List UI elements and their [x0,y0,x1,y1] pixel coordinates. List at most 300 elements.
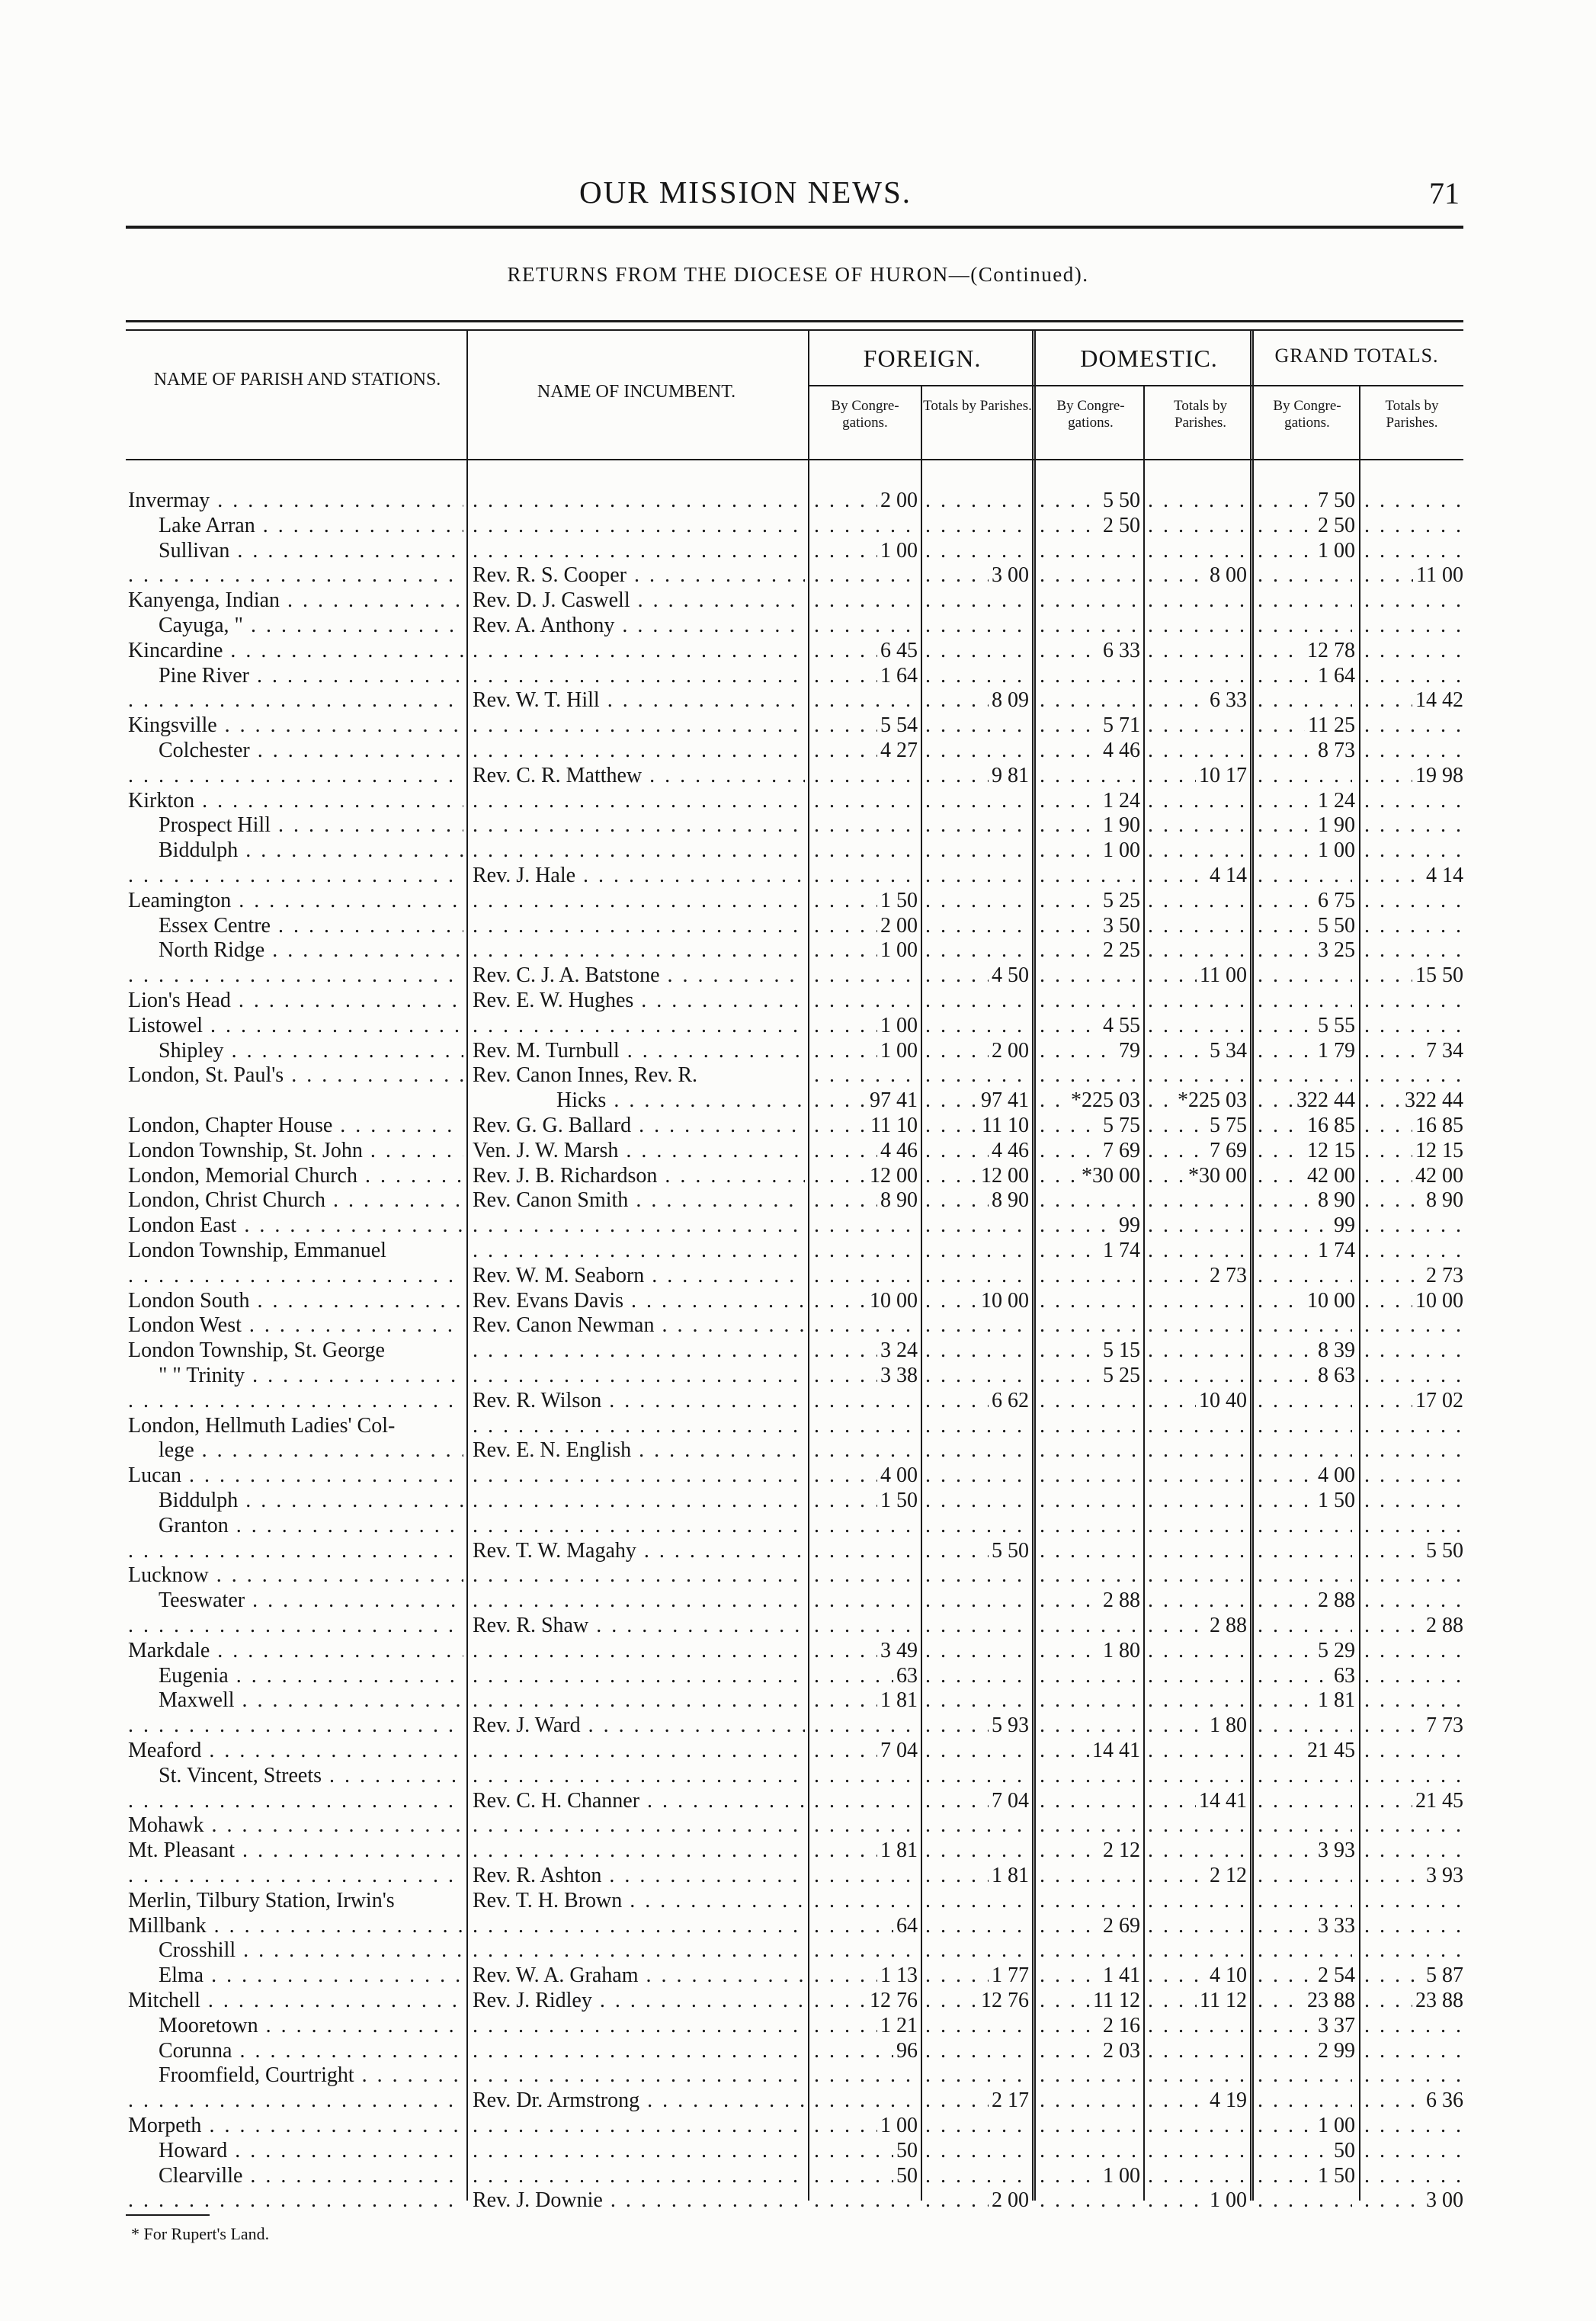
foreign-by-congregations-cell [814,1438,918,1463]
parish-name: Cayuga, " [159,614,243,637]
amount-value [915,1938,918,1963]
grand-by-congregations-cell [1258,488,1355,513]
parish-name: Listowel [128,1013,203,1037]
amount-value: . . . 7 04 [880,1739,918,1762]
incumbent-name: Rev. W. M. Seaborn [473,1263,645,1287]
domestic-by-parishes-cell [1148,1413,1247,1438]
foreign-by-parishes-cell [925,963,1029,988]
amount-value [1352,963,1355,988]
incumbent-name-cell [473,1463,805,1488]
domestic-by-congregations-cell [1040,1938,1140,1963]
parish-name-cell [159,1663,463,1688]
domestic-by-congregations-cell [1040,738,1140,763]
amount-value [1026,1613,1029,1638]
amount-value: . . . 15 50 [1415,963,1463,988]
grand-by-parishes-cell [1364,1363,1463,1388]
amount-value [1352,2063,1355,2088]
grand-by-parishes-cell [1364,1138,1463,1163]
domestic-by-parishes-cell [1148,938,1247,963]
parish-name: Essex Centre [159,913,271,938]
domestic-by-parishes-cell [1148,563,1247,588]
incumbent-name: Rev. W. T. Hill [473,688,600,713]
parish-name: London, Memorial Church [128,1163,357,1188]
amount-value [1244,1338,1247,1363]
domestic-by-congregations-cell [1040,588,1140,613]
amount-value: . . . 3 25 [1318,938,1355,963]
foreign-by-parishes-cell [925,1963,1029,1988]
amount-value [1137,1613,1140,1638]
domestic-by-parishes-cell [1148,1188,1247,1213]
amount-value [1244,1438,1247,1463]
domestic-by-congregations-cell [1040,988,1140,1013]
domestic-by-congregations-cell [1040,1463,1140,1488]
foreign-by-parishes-cell [925,2138,1029,2163]
amount-value [915,813,918,838]
amount-value: . . . 11 12 [1200,1989,1247,2012]
parish-name: Biddulph [159,838,239,863]
table-row [0,588,1596,613]
grand-by-parishes-cell [1364,1163,1463,1188]
amount-value [1352,1513,1355,1538]
amount-value [1026,988,1029,1013]
foreign-by-parishes-cell [925,638,1029,663]
parish-name-cell [159,838,463,863]
amount-value [1352,1388,1355,1413]
parish-name-cell [159,913,463,938]
amount-value [1244,1563,1247,1588]
domestic-by-parishes-cell [1148,1688,1247,1713]
amount-value [1244,713,1247,738]
incumbent-name: Hicks [556,1088,607,1113]
foreign-by-congregations-cell [814,1988,918,2013]
grand-by-parishes-cell [1364,713,1463,738]
grand-by-congregations-cell [1258,513,1355,538]
amount-value [1026,488,1029,513]
domestic-by-parishes-cell [1148,1488,1247,1513]
amount-value [915,1313,918,1338]
amount-value [1460,1663,1463,1688]
amount-value [1026,538,1029,563]
amount-value [1460,513,1463,538]
parish-name-cell [128,1213,463,1238]
amount-value [1026,813,1029,838]
amount-value [1137,563,1140,588]
table-row [0,1138,1596,1163]
parish-name-cell [159,1963,463,1988]
parish-name-cell [128,1313,463,1338]
parish-name-cell [128,488,463,513]
incumbent-name-cell [473,1638,805,1663]
incumbent-name-cell [473,1538,805,1563]
foreign-by-congregations-cell [814,1338,918,1363]
amount-value: . . . 1 80 [1103,1638,1140,1662]
parish-name-cell [159,2163,463,2188]
amount-value: . . . 2 16 [1103,2013,1140,2037]
foreign-by-parishes-cell [925,1463,1029,1488]
amount-value: . . . 50 [896,2138,918,2162]
amount-value: . . . 2 73 [1210,1263,1247,1287]
table-row [0,2138,1596,2163]
domestic-by-congregations-cell [1040,1263,1140,1288]
foreign-by-parishes-cell [925,2163,1029,2188]
foreign-by-parishes-cell [925,813,1029,838]
amount-value: . . . 1 81 [880,1839,918,1863]
amount-value [1352,2188,1355,2213]
amount-value [1352,1813,1355,1838]
incumbent-name-cell [473,838,805,863]
incumbent-name-cell [473,688,805,713]
amount-value: . . . 1 81 [880,1688,918,1713]
incumbent-name: Rev. Evans Davis [473,1288,624,1313]
parish-name-cell [128,1163,463,1188]
incumbent-name-cell [473,1963,805,1988]
parish-name: Leamington [128,888,232,912]
amount-value [1244,2163,1247,2188]
amount-value [915,1213,918,1238]
amount-value [1352,1863,1355,1888]
amount-value: . . . *30 00 [1082,1163,1140,1188]
amount-value [1026,1813,1029,1838]
grand-by-parishes-cell [1364,563,1463,588]
parish-name: London Township, St. John [128,1138,363,1162]
amount-value [1244,613,1247,638]
foreign-by-congregations-cell [814,2063,918,2088]
grand-by-congregations-cell [1258,1838,1355,1863]
table-row [0,1288,1596,1313]
parish-name: " " Trinity [159,1364,245,1387]
domestic-by-congregations-cell [1040,1563,1140,1588]
amount-value: . . . 12 78 [1307,638,1355,662]
amount-value [1026,638,1029,663]
parish-name-cell [128,1538,463,1563]
parish-name-cell [159,613,463,638]
parish-name-cell [128,1838,463,1863]
parish-name-cell [159,513,463,538]
foreign-by-parishes-cell [925,1013,1029,1038]
amount-value [1137,963,1140,988]
foreign-by-congregations-cell [814,688,918,713]
amount-value [1244,2138,1247,2163]
amount-value [1137,1388,1140,1413]
amount-value: . . . 1 80 [1210,1714,1247,1738]
amount-value: . . . 1 00 [880,938,918,963]
grand-by-congregations-cell [1258,688,1355,713]
foreign-by-parishes-cell [925,1838,1029,1863]
incumbent-name-cell [473,1063,805,1088]
amount-value [1460,1588,1463,1613]
amount-value: . . . 2 88 [1318,1588,1355,1613]
domestic-by-parishes-cell [1148,1913,1247,1938]
table-row [0,2063,1596,2088]
amount-value: . . . 21 45 [1307,1739,1355,1762]
amount-value [1137,1788,1140,1813]
incumbent-name-cell [473,1988,805,2013]
amount-value [915,513,918,538]
domestic-by-congregations-cell [1040,638,1140,663]
grand-by-parishes-cell [1364,888,1463,913]
amount-value [1137,1813,1140,1838]
domestic-by-congregations-cell [1040,763,1140,788]
grand-by-congregations-cell [1258,1213,1355,1238]
amount-value [1244,988,1247,1013]
parish-name-cell [159,2038,463,2063]
parish-name-cell [128,863,463,888]
amount-value [1244,838,1247,863]
foreign-by-parishes-cell [925,1663,1029,1688]
foreign-by-congregations-cell [814,1713,918,1738]
incumbent-name-cell [473,538,805,563]
grand-by-congregations-cell [1258,2188,1355,2213]
domestic-by-parishes-cell [1148,1138,1247,1163]
amount-value: . . . 3 37 [1318,2013,1355,2037]
grand-by-congregations-cell [1258,1963,1355,1988]
parish-name-cell [128,1813,463,1838]
amount-value [1244,913,1247,938]
foreign-by-congregations-cell [814,1513,918,1538]
foreign-by-congregations-cell [814,1388,918,1413]
amount-value [1137,538,1140,563]
incumbent-name-cell [473,2188,805,2213]
grand-by-congregations-cell [1258,1163,1355,1188]
incumbent-name-cell [473,1738,805,1763]
grand-by-parishes-cell [1364,1588,1463,1613]
amount-value [1352,613,1355,638]
parish-name: St. Vincent, Streets [159,1763,322,1787]
amount-value: . . . 16 85 [1415,1114,1463,1137]
grand-by-parishes-cell [1364,2113,1463,2138]
incumbent-name-cell [473,1488,805,1513]
incumbent-name: Rev. Canon Smith [473,1188,629,1213]
parish-name-cell [159,2013,463,2038]
amount-value: . . . 7 69 [1210,1138,1247,1162]
parish-name-cell [128,1113,463,1138]
header-rule [126,226,1463,229]
grand-by-congregations-cell [1258,738,1355,763]
grand-by-congregations-header: By Congre-gations. [1273,398,1341,431]
amount-value [1460,2163,1463,2188]
domestic-by-congregations-cell [1040,838,1140,863]
amount-value [1137,1438,1140,1463]
domestic-by-congregations-cell [1040,1213,1140,1238]
amount-value [1460,1738,1463,1763]
grand-by-congregations-cell [1258,888,1355,913]
grand-by-parishes-cell [1364,1263,1463,1288]
domestic-by-parishes-cell [1148,1638,1247,1663]
amount-value: . . . 5 50 [1318,913,1355,938]
table-row [0,1638,1596,1663]
grand-by-parishes-cell [1364,1613,1463,1638]
amount-value [1026,1738,1029,1763]
foreign-by-congregations-cell [814,1613,918,1638]
amount-value [1026,863,1029,888]
parish-name-cell [128,688,463,713]
domestic-by-parishes-cell [1148,713,1247,738]
amount-value: . . . 1 50 [880,1489,918,1512]
domestic-by-congregations-cell [1040,1488,1140,1513]
table-row [0,1388,1596,1413]
amount-value [1026,613,1029,638]
grand-by-congregations-cell [1258,613,1355,638]
incumbent-name-cell [473,513,805,538]
amount-value [1026,1463,1029,1488]
amount-value: . . . 4 00 [1318,1463,1355,1488]
domestic-by-parishes-cell [1148,688,1247,713]
amount-value [1137,1063,1140,1088]
amount-value: . . . 1 64 [1318,663,1355,688]
amount-value: . . . 11 10 [982,1114,1029,1137]
table-row [0,788,1596,813]
incumbent-name: Rev. Dr. Armstrong [473,2089,640,2113]
grand-by-congregations-cell [1258,813,1355,838]
amount-value [1137,1513,1140,1538]
table-row [0,1313,1596,1338]
foreign-by-parishes-cell [925,1588,1029,1613]
table-row [0,513,1596,538]
incumbent-name-cell [473,1663,805,1688]
amount-value: . . . 1 77 [992,1964,1029,1988]
amount-value [1026,2038,1029,2063]
incumbent-name-cell [473,1038,805,1063]
table-row [0,563,1596,588]
amount-value [915,988,918,1013]
domestic-by-congregations-cell [1040,2038,1140,2063]
domestic-column-header: DOMESTIC. [1080,345,1218,372]
foreign-by-congregations-cell [814,1813,918,1838]
incumbent-name-cell [473,1188,805,1213]
grand-by-congregations-cell [1258,913,1355,938]
foreign-by-congregations-cell [814,1288,918,1313]
amount-value: . . . 1 21 [880,2013,918,2037]
domestic-by-congregations-cell [1040,1088,1140,1113]
grand-by-parishes-cell [1364,1013,1463,1038]
domestic-by-congregations-cell [1040,1313,1140,1338]
incumbent-name: Rev. C. R. Matthew [473,763,643,787]
incumbent-name: Rev. T. H. Brown [473,1888,623,1912]
parish-name: Lucan [128,1463,181,1488]
amount-value [1460,663,1463,688]
domestic-by-congregations-cell [1040,1138,1140,1163]
amount-value [1244,1838,1247,1863]
amount-value [1026,1688,1029,1713]
foreign-by-parishes-cell [925,513,1029,538]
domestic-by-parishes-cell [1148,1438,1247,1463]
domestic-by-parishes-cell [1148,863,1247,888]
incumbent-name-cell [473,1138,805,1163]
amount-value [1460,788,1463,813]
parish-name-cell [159,663,463,688]
amount-value: . . . 5 50 [992,1538,1029,1563]
amount-value [1026,1063,1029,1088]
domestic-by-parishes-cell [1148,1963,1247,1988]
grand-by-congregations-cell [1258,1538,1355,1563]
amount-value: . . . 3 24 [880,1338,918,1363]
table-row [0,2038,1596,2063]
amount-value [915,1888,918,1913]
amount-value: . . . 2 88 [1210,1614,1247,1637]
parish-name-cell [128,1263,463,1288]
amount-value: . . . 3 38 [880,1364,918,1387]
grand-by-parishes-cell [1364,1863,1463,1888]
amount-value [1460,1013,1463,1038]
amount-value: . . . 5 75 [1103,1114,1140,1137]
domestic-by-parishes-cell [1148,763,1247,788]
domestic-by-congregations-cell [1040,2013,1140,2038]
amount-value [1026,513,1029,538]
amount-value: . . . 64 [896,1913,918,1938]
parish-name: Howard [159,2138,228,2162]
domestic-by-parishes-cell [1148,613,1247,638]
amount-value [1244,488,1247,513]
table-row [0,1538,1596,1563]
amount-value [1244,1213,1247,1238]
amount-value: . . . 10 00 [870,1288,918,1313]
grand-by-parishes-cell [1364,588,1463,613]
incumbent-name: Rev. A. Anthony [473,614,615,637]
grand-by-congregations-cell [1258,1738,1355,1763]
foreign-by-parishes-cell [925,1438,1029,1463]
domestic-by-congregations-cell [1040,1613,1140,1638]
table-row [0,1588,1596,1613]
parish-name: Prospect Hill [159,813,271,838]
grand-by-parishes-cell [1364,1313,1463,1338]
incumbent-name-cell [473,1913,805,1938]
running-title: OUR MISSION NEWS. [579,175,912,210]
grand-by-congregations-cell [1258,1513,1355,1538]
section-title: RETURNS FROM THE DIOCESE OF HURON—(Continued). [507,263,1089,286]
amount-value [1460,2013,1463,2038]
table-row [0,813,1596,838]
amount-value [1026,788,1029,813]
grand-by-congregations-cell [1258,1813,1355,1838]
amount-value: . . . 1 00 [1318,538,1355,563]
table-row [0,1113,1596,1138]
foreign-by-congregations-cell [814,1088,918,1113]
incumbent-name: Rev. W. A. Graham [473,1964,639,1988]
domestic-by-congregations-cell [1040,1538,1140,1563]
incumbent-name-cell [556,1088,805,1113]
foreign-by-congregations-cell [814,913,918,938]
foreign-by-congregations-cell [814,738,918,763]
parish-name: Lake Arran [159,513,255,537]
domestic-by-parishes-cell [1148,1838,1247,1863]
incumbent-name-cell [473,1563,805,1588]
amount-value: . . . 2 25 [1103,938,1140,963]
amount-value [1244,588,1247,613]
amount-value [915,2188,918,2213]
incumbent-name-cell [473,1838,805,1863]
table-row [0,1063,1596,1088]
amount-value: . . . 10 00 [981,1288,1029,1313]
grand-by-parishes-cell [1364,1738,1463,1763]
amount-value: . . . 4 10 [1210,1964,1247,1988]
parish-name: Sullivan [159,538,230,563]
table-row [0,1513,1596,1538]
amount-value [1137,1488,1140,1513]
parish-name-cell [159,813,463,838]
domestic-by-congregations-cell [1040,1713,1140,1738]
parish-name: Mt. Pleasant [128,1839,235,1863]
grand-by-parishes-cell [1364,1463,1463,1488]
amount-value [1244,738,1247,763]
foreign-by-parishes-cell [925,1288,1029,1313]
grand-by-parishes-cell [1364,2038,1463,2063]
grand-by-parishes-cell [1364,1238,1463,1263]
incumbent-name-cell [473,2013,805,2038]
foreign-by-parishes-cell [925,1163,1029,1188]
amount-value: . . . 4 46 [992,1138,1029,1162]
table-row [0,838,1596,863]
amount-value: . . . 322 44 [1296,1088,1355,1113]
